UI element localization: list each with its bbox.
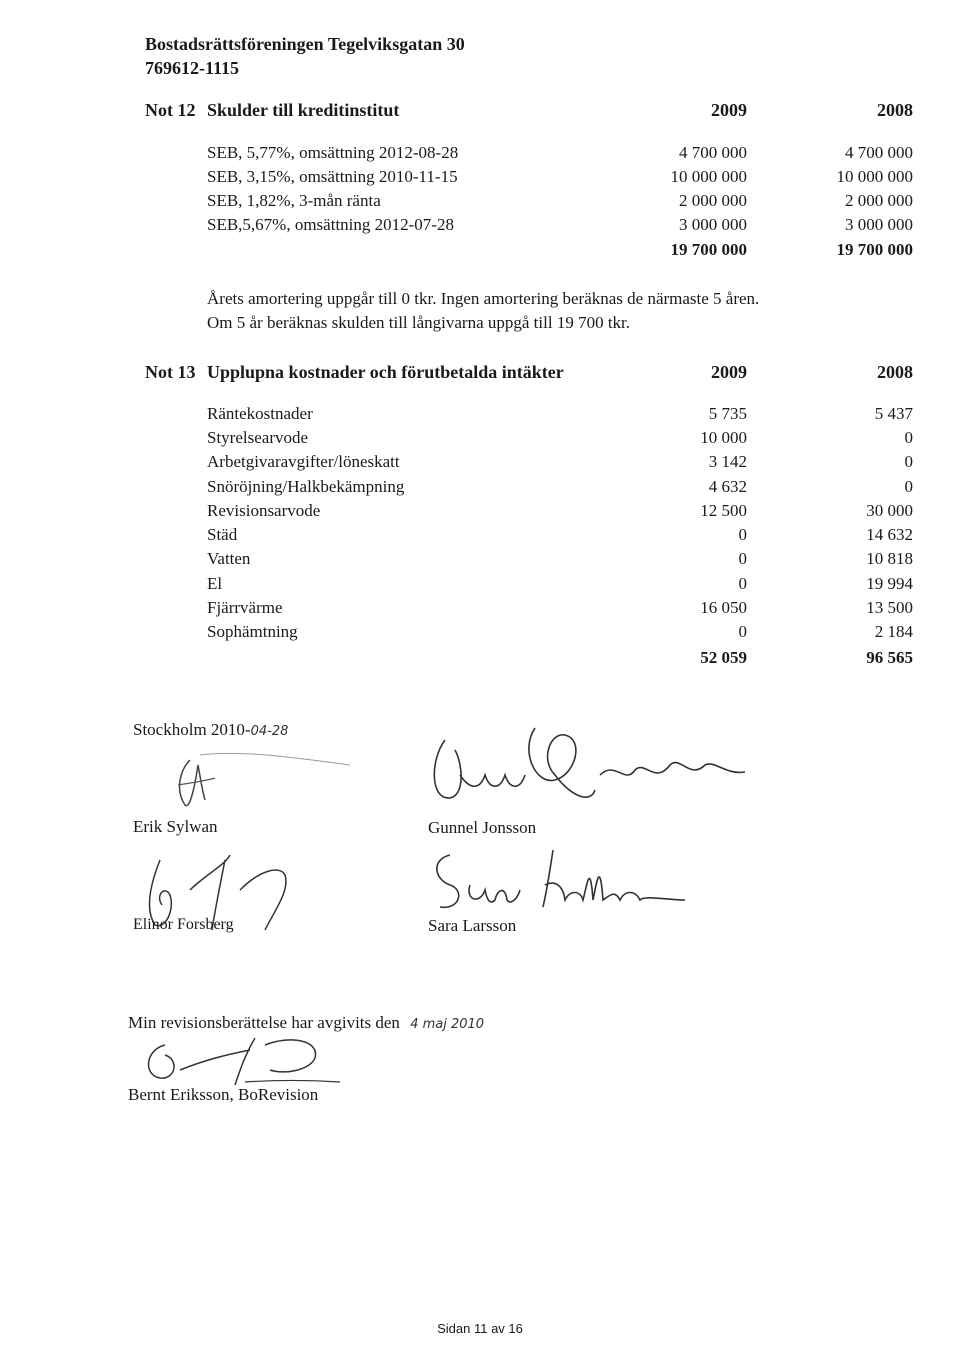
total-2008: 96 565 (866, 648, 913, 667)
note-12-text-2: Om 5 år beräknas skulden till långivarna uppgå till 19 700 tkr. (207, 313, 631, 332)
row-value-2009: 16 050 (700, 598, 747, 617)
row-label: Sophämtning (207, 622, 298, 641)
signer-4-name: Sara Larsson (428, 916, 517, 935)
total-2009: 19 700 000 (670, 240, 747, 259)
row-value-2009: 3 142 (708, 452, 747, 471)
place-date-printed: Stockholm 2010- (133, 720, 251, 739)
table-row (0, 598, 960, 622)
row-value-2008: 10 000 000 (836, 167, 913, 186)
row-value-2009: 4 700 000 (679, 143, 747, 162)
row-label: SEB, 1,82%, 3-mån ränta (207, 191, 381, 210)
table-row (0, 622, 960, 646)
row-value-2008: 10 818 (866, 549, 913, 568)
row-value-2008: 3 000 000 (845, 215, 913, 234)
row-label: SEB,5,67%, omsättning 2012-07-28 (207, 215, 454, 234)
row-label: Arbetgivaravgifter/löneskatt (207, 452, 400, 471)
row-value-2009: 0 (738, 525, 747, 544)
row-label: Styrelsearvode (207, 428, 309, 447)
row-label: SEB, 5,77%, omsättning 2012-08-28 (207, 143, 459, 162)
table-row (0, 525, 960, 549)
row-value-2009: 5 735 (708, 404, 747, 423)
total-row (0, 240, 960, 264)
audit-text: Min revisionsberättelse har avgivits den (128, 1013, 400, 1032)
total-2009: 52 059 (700, 648, 747, 667)
signature-sara-larsson (425, 845, 705, 920)
note-12-col-2008: 2008 (877, 100, 913, 120)
auditor-name: Bernt Eriksson, BoRevision (128, 1085, 319, 1104)
total-row (0, 648, 960, 672)
table-row (0, 501, 960, 525)
table-row (0, 215, 960, 239)
note-12-title: Skulder till kreditinstitut (207, 100, 400, 120)
note-13-number: Not 13 (145, 362, 196, 382)
row-label: Revisionsarvode (207, 501, 321, 520)
table-row (0, 191, 960, 215)
note-12-text-1: Årets amortering uppgår till 0 tkr. Ingen amortering beräknas de närmaste 5 åren. (207, 289, 760, 308)
org-name: Bostadsrättsföreningen Tegelviksgatan 30 (145, 34, 465, 54)
row-value-2008: 0 (904, 477, 913, 496)
row-value-2008: 30 000 (866, 501, 913, 520)
signature-gunnel-jonsson (425, 720, 765, 820)
org-number: 769612-1115 (145, 58, 240, 78)
note-13-col-2009: 2009 (711, 362, 747, 382)
row-label: Städ (207, 525, 238, 544)
row-value-2009: 4 632 (708, 477, 747, 496)
table-row (0, 477, 960, 501)
note-13-title: Upplupna kostnader och förutbetalda intäkter (207, 362, 564, 382)
note-13-col-2008: 2008 (877, 362, 913, 382)
row-label: Fjärrvärme (207, 598, 283, 617)
row-value-2008: 14 632 (866, 525, 913, 544)
row-value-2009: 0 (738, 574, 747, 593)
row-value-2008: 0 (904, 452, 913, 471)
row-value-2009: 12 500 (700, 501, 747, 520)
signer-3-name: Elinor Forsberg (133, 916, 234, 933)
row-label: El (207, 574, 223, 593)
row-label: SEB, 3,15%, omsättning 2010-11-15 (207, 167, 458, 186)
audit-date-handwritten: 4 maj 2010 (410, 1017, 485, 1032)
row-value-2009: 0 (738, 549, 747, 568)
table-row (0, 549, 960, 573)
page-number: Sidan 11 av 16 (437, 1321, 523, 1336)
signer-1-name: Erik Sylwan (133, 817, 218, 836)
signer-2-name: Gunnel Jonsson (428, 818, 537, 837)
row-label: Vatten (207, 549, 251, 568)
row-label: Snöröjning/Halkbekämpning (207, 477, 405, 496)
total-2008: 19 700 000 (836, 240, 913, 259)
row-value-2009: 0 (738, 622, 747, 641)
table-row (0, 574, 960, 598)
table-row (0, 404, 960, 428)
signature-erik-sylwan (160, 745, 360, 820)
row-value-2008: 2 000 000 (845, 191, 913, 210)
note-12-col-2009: 2009 (711, 100, 747, 120)
row-value-2008: 19 994 (866, 574, 913, 593)
table-row (0, 452, 960, 476)
row-value-2008: 4 700 000 (845, 143, 913, 162)
signature-bernt-eriksson (135, 1030, 355, 1090)
table-row (0, 428, 960, 452)
note-12-number: Not 12 (145, 100, 196, 120)
row-label: Räntekostnader (207, 404, 313, 423)
place-date (133, 720, 288, 740)
row-value-2008: 5 437 (874, 404, 913, 423)
row-value-2009: 2 000 000 (679, 191, 747, 210)
row-value-2009: 10 000 000 (670, 167, 747, 186)
row-value-2008: 0 (904, 428, 913, 447)
row-value-2009: 3 000 000 (679, 215, 747, 234)
place-date-handwritten: 04-28 (250, 724, 289, 739)
table-row (0, 143, 960, 167)
row-value-2008: 13 500 (866, 598, 913, 617)
row-value-2008: 2 184 (874, 622, 913, 641)
table-row (0, 167, 960, 191)
row-value-2009: 10 000 (700, 428, 747, 447)
